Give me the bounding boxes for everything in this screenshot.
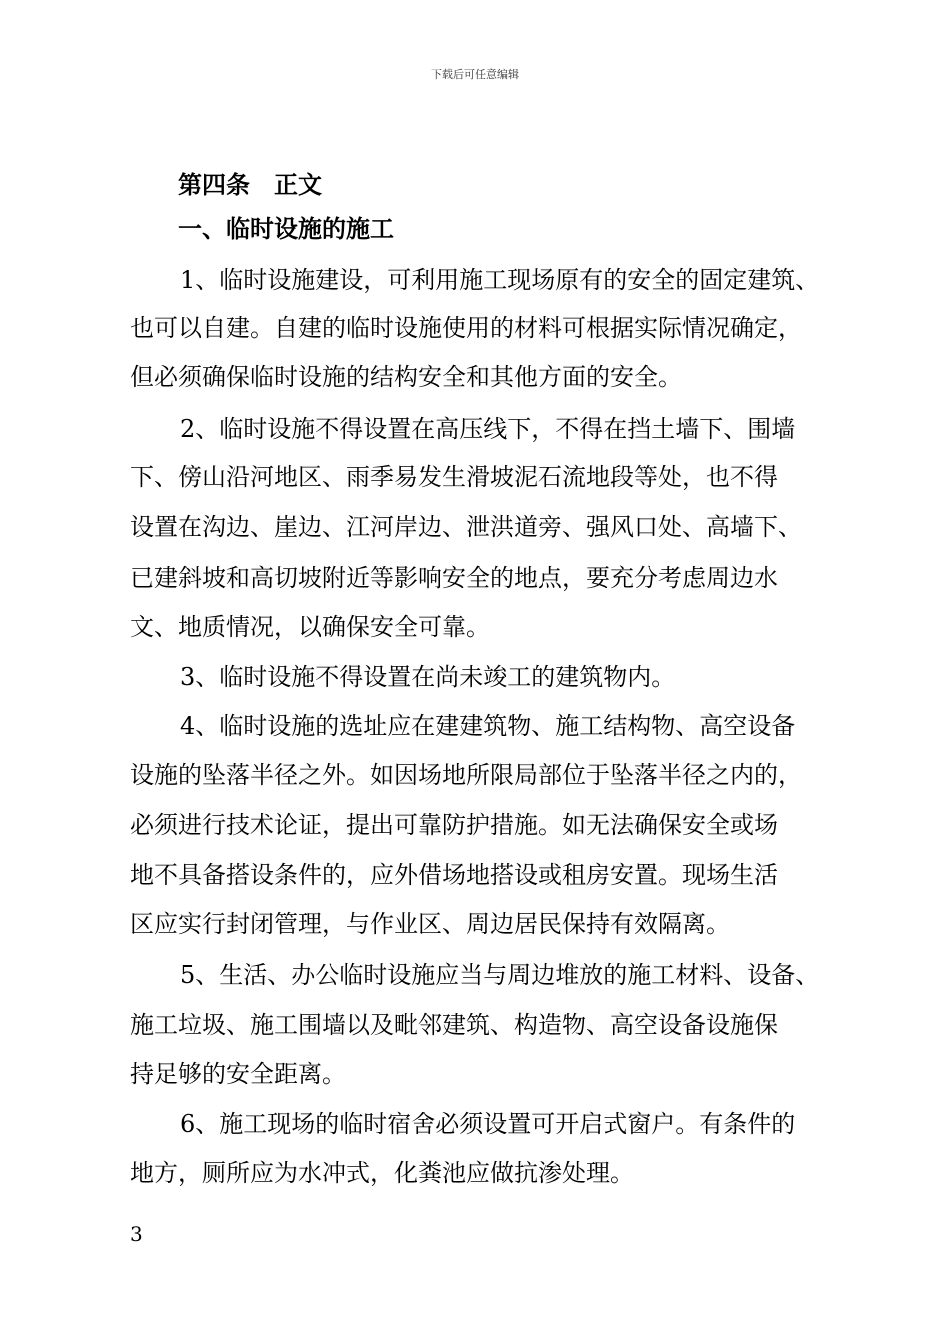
- paragraph-line: 区应实行封闭管理，与作业区、周边居民保持有效隔离。: [130, 910, 730, 938]
- paragraph-line: 6、施工现场的临时宿舍必须设置可开启式窗户。有条件的: [180, 1110, 796, 1138]
- paragraph-line: 持足够的安全距离。: [130, 1060, 346, 1088]
- paragraph-line: 下、傍山沿河地区、雨季易发生滑坡泥石流地段等处，也不得: [130, 463, 778, 491]
- paragraph-line: 但必须确保临时设施的结构安全和其他方面的安全。: [130, 363, 682, 391]
- paragraph-line: 5、生活、办公临时设施应当与周边堆放的施工材料、设备、: [180, 961, 820, 989]
- paragraph-line: 3、临时设施不得设置在尚未竣工的建筑物内。: [180, 663, 676, 691]
- header-note: 下载后可任意编辑: [431, 68, 519, 81]
- section-title: 一、临时设施的施工: [178, 215, 394, 243]
- paragraph-line: 2、临时设施不得设置在高压线下，不得在挡土墙下、围墙: [180, 415, 796, 443]
- paragraph-line: 文、地质情况，以确保安全可靠。: [130, 613, 490, 641]
- paragraph-line: 4、临时设施的选址应在建建筑物、施工结构物、高空设备: [180, 712, 796, 740]
- page-number: 3: [130, 1222, 143, 1246]
- paragraph-line: 已建斜坡和高切坡附近等影响安全的地点，要充分考虑周边水: [130, 564, 778, 592]
- paragraph-line: 设施的坠落半径之外。如因场地所限局部位于坠落半径之内的，: [130, 761, 802, 789]
- paragraph-line: 必须进行技术论证，提出可靠防护措施。如无法确保安全或场: [130, 811, 778, 839]
- paragraph-line: 也可以自建。自建的临时设施使用的材料可根据实际情况确定，: [130, 314, 802, 342]
- paragraph-line: 施工垃圾、施工围墙以及毗邻建筑、构造物、高空设备设施保: [130, 1011, 778, 1039]
- paragraph-line: 地方，厕所应为水冲式，化粪池应做抗渗处理。: [130, 1159, 634, 1187]
- paragraph-line: 1、临时设施建设，可利用施工现场原有的安全的固定建筑、: [180, 266, 820, 294]
- paragraph-line: 地不具备搭设条件的，应外借场地搭设或租房安置。现场生活: [130, 861, 778, 889]
- article-title: 第四条 正文: [178, 171, 322, 199]
- paragraph-line: 设置在沟边、崖边、江河岸边、泄洪道旁、强风口处、高墙下、: [130, 513, 802, 541]
